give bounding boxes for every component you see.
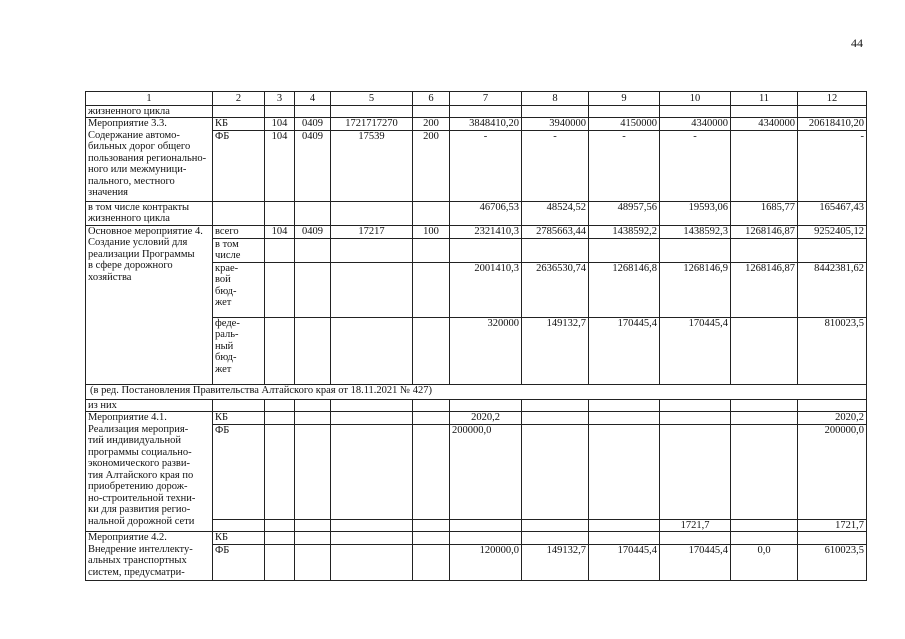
cell: 1268146,87 (731, 225, 798, 238)
cell: 9252405,12 (798, 225, 867, 238)
cell: 17539 (331, 130, 413, 201)
cell: 1721717270 (331, 118, 413, 131)
cell: 200000,0 (450, 424, 522, 519)
cell: 1721,7 (798, 519, 867, 532)
cell: 1438592,2 (589, 225, 660, 238)
cell: 19593,06 (660, 201, 731, 225)
cell: - (450, 130, 522, 201)
cell: 0409 (295, 130, 331, 201)
header-cell: 3 (265, 92, 295, 106)
cell: 320000 (450, 317, 522, 384)
cell: 4340000 (731, 118, 798, 131)
page-number: 44 (851, 36, 863, 50)
cell: - (522, 130, 589, 201)
header-cell: 2 (213, 92, 265, 106)
cell: 2020,2 (798, 412, 867, 425)
header-cell: 6 (413, 92, 450, 106)
table-row (86, 399, 867, 412)
source-cell: ФБ (213, 544, 265, 580)
source-cell: феде- раль- ный бюд- жет (213, 317, 265, 384)
cell: 0409 (295, 225, 331, 238)
cell: 2321410,3 (450, 225, 522, 238)
cell: 1268146,8 (589, 262, 660, 317)
table-row (86, 384, 867, 399)
cell: 610023,5 (798, 544, 867, 580)
cell (731, 317, 798, 384)
cell: 170445,4 (660, 544, 731, 580)
cell (731, 130, 798, 201)
cell: 100 (413, 225, 450, 238)
table-header-row (86, 92, 867, 106)
cell: 20618410,20 (798, 118, 867, 131)
header-cell: 8 (522, 92, 589, 106)
header-cell: 11 (731, 92, 798, 106)
row-label: Мероприятие 4.2. Внедрение интеллекту- альных транспортных систем, предусматри- (86, 532, 213, 581)
header-cell: 5 (331, 92, 413, 106)
source-cell: КБ (213, 412, 265, 425)
cell: 104 (265, 118, 295, 131)
cell: 170445,4 (589, 544, 660, 580)
cell: 1721,7 (660, 519, 731, 532)
cell: 810023,5 (798, 317, 867, 384)
table-row (86, 118, 867, 131)
table-row (86, 225, 867, 238)
cell: 1268146,87 (731, 262, 798, 317)
cell: - (589, 130, 660, 201)
table-row (86, 412, 867, 425)
source-cell: ФБ (213, 424, 265, 519)
header-cell: 9 (589, 92, 660, 106)
cell: 2636530,74 (522, 262, 589, 317)
source-cell: всего (213, 225, 265, 238)
cell: 165467,43 (798, 201, 867, 225)
cell: 17217 (331, 225, 413, 238)
header-cell: 12 (798, 92, 867, 106)
budget-table (85, 91, 867, 581)
cell: 200 (413, 130, 450, 201)
cell: 48957,56 (589, 201, 660, 225)
cell: 4150000 (589, 118, 660, 131)
cell: 1438592,3 (660, 225, 731, 238)
cell: 170445,4 (660, 317, 731, 384)
row-label: в том числе контракты жизненного цикла (86, 201, 213, 225)
source-cell: в том числе (213, 238, 265, 262)
cell: 1268146,9 (660, 262, 731, 317)
cell: 46706,53 (450, 201, 522, 225)
header-cell: 1 (86, 92, 213, 106)
cell: 200000,0 (798, 424, 867, 519)
cell: 48524,52 (522, 201, 589, 225)
cell: 149132,7 (522, 317, 589, 384)
cell: 149132,7 (522, 544, 589, 580)
table-row (86, 201, 867, 225)
row-label: из них (86, 399, 213, 412)
row-label: жизненного цикла (86, 105, 213, 118)
cell: 1685,77 (731, 201, 798, 225)
cell: 0409 (295, 118, 331, 131)
source-cell: ФБ (213, 130, 265, 201)
amendment-note: (в ред. Постановления Правительства Алтайского края от 18.11.2021 № 427) (86, 384, 867, 399)
header-cell: 4 (295, 92, 331, 106)
row-label: Мероприятие 3.3. Содержание автомо- бильных дорог общего пользования регионально- ного или межмуници- пального, местного значения (86, 118, 213, 202)
source-cell: крае- вой бюд- жет (213, 262, 265, 317)
row-label: Основное мероприятие 4. Создание условий для реализации Программы в сфере дорожного хозяйства (86, 225, 213, 384)
header-cell: 10 (660, 92, 731, 106)
cell: - (798, 130, 867, 201)
cell: 3848410,20 (450, 118, 522, 131)
table-row (86, 532, 867, 545)
cell: 4340000 (660, 118, 731, 131)
cell: 0,0 (731, 544, 798, 580)
cell: 2001410,3 (450, 262, 522, 317)
cell: 170445,4 (589, 317, 660, 384)
header-cell: 7 (450, 92, 522, 106)
cell: 2020,2 (450, 412, 522, 425)
cell: 3940000 (522, 118, 589, 131)
source-cell: КБ (213, 532, 265, 545)
cell: 8442381,62 (798, 262, 867, 317)
cell: - (660, 130, 731, 201)
row-label: Мероприятие 4.1. Реализация мероприя- тий индивидуальной программы социально- экономического разви- тия Алтайского края по приобретению дорож- но-строительной техни- ки для развития регио- нальной дорожной сети (86, 412, 213, 532)
source-cell: КБ (213, 118, 265, 131)
table-row (86, 105, 867, 118)
cell: 104 (265, 225, 295, 238)
cell: 2785663,44 (522, 225, 589, 238)
cell: 200 (413, 118, 450, 131)
cell: 104 (265, 130, 295, 201)
cell: 120000,0 (450, 544, 522, 580)
